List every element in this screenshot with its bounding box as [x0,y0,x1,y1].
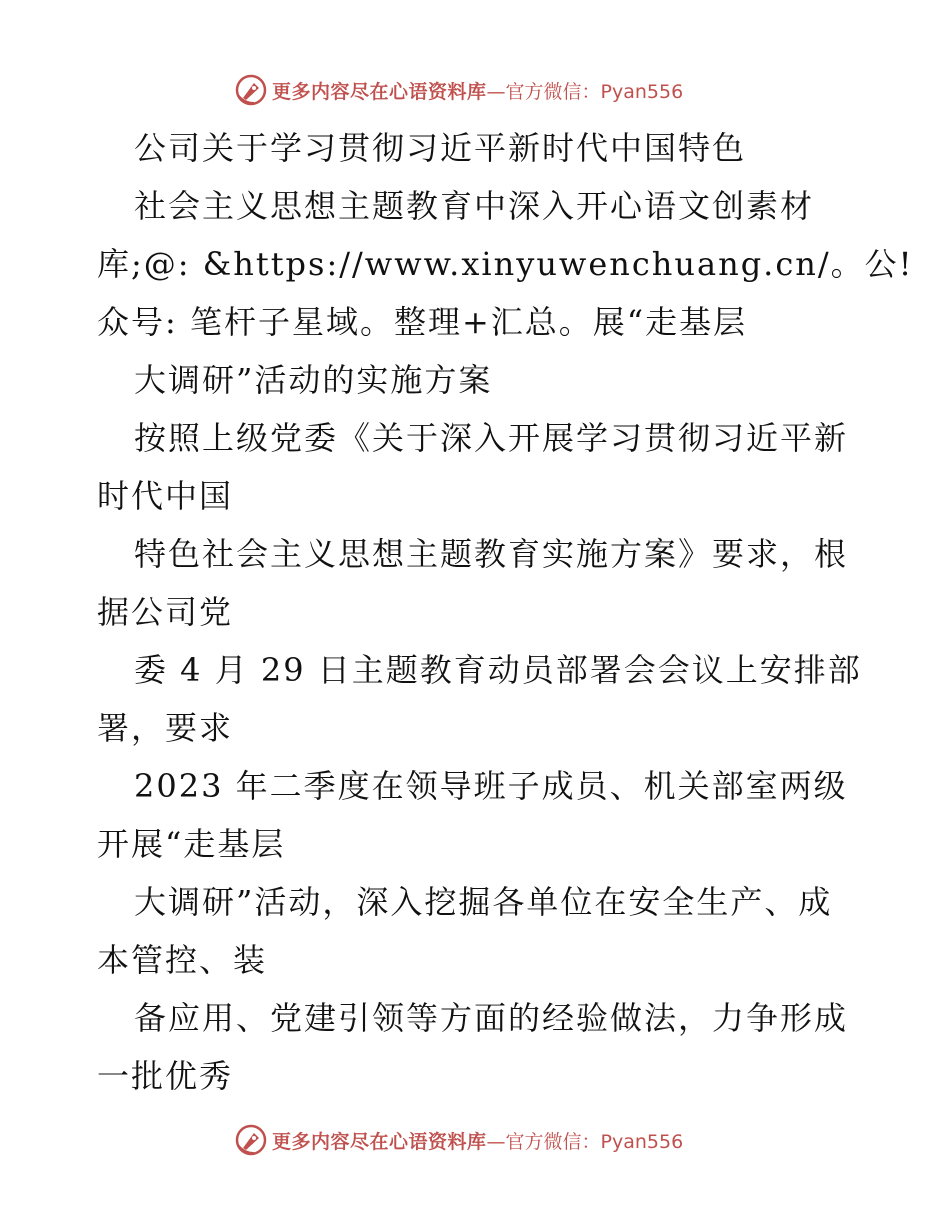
text-line: 众号: 笔杆子星域。整理+汇总。展“走基层 [97,303,748,341]
text-line: 一批优秀 [97,1057,234,1095]
text-line: 时代中国 [97,477,234,515]
text-line: 署，要求 [97,709,234,747]
text-line: 2023 年二季度在领导班子成员、机关部室两级 [134,767,848,805]
pen-nib-logo-icon [234,73,268,107]
header-watermark-banner [234,70,683,110]
pen-nib-logo-icon [234,1123,268,1157]
watermark-brand-text: 更多内容尽在心语资料库 [272,1130,487,1153]
text-line: 本管控、装 [97,941,268,979]
footer-watermark-banner [234,1120,683,1160]
text-line: 备应用、党建引领等方面的经验做法，力争形成 [134,999,849,1037]
text-line: 大调研”活动的实施方案 [134,361,493,399]
text-line: 委 4 月 29 日主题教育动员部署会会议上安排部 [134,651,862,689]
text-line: 大调研”活动，深入挖掘各单位在安全生产、成 [134,883,833,921]
text-line: 开展“走基层 [97,825,286,863]
text-line: 据公司党 [97,593,234,631]
text-line: 公司关于学习贯彻习近平新时代中国特色 [134,129,747,167]
text-line: 特色社会主义思想主题教育实施方案》要求，根 [134,535,849,573]
text-line: 按照上级党委《关于深入开展学习贯彻习近平新 [134,419,849,457]
watermark-contact-text: —官方微信：Pyan556 [486,80,684,103]
watermark-contact-text: —官方微信：Pyan556 [486,1130,684,1153]
text-line: 社会主义思想主题教育中深入开心语文创素材 [134,187,815,225]
text-line: 库;@: &https://www.xinyuwenchuang.cn/。公! [97,245,914,283]
watermark-brand-text: 更多内容尽在心语资料库 [272,80,487,103]
